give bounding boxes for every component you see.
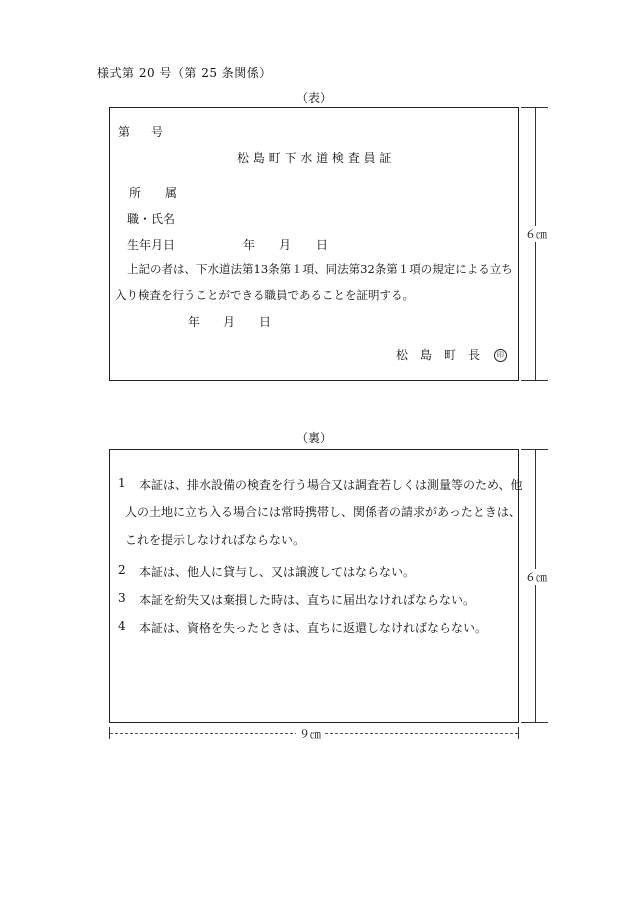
birth-year: 年: [243, 238, 256, 252]
statement-line-2: 入り検査を行うことができる職員であることを証明する。: [115, 288, 414, 302]
item-number: 2: [118, 563, 126, 577]
issue-day: 日: [259, 315, 272, 329]
front-side-label: （表）: [295, 91, 332, 105]
front-dim-line: [535, 107, 536, 381]
birth-month: 月: [279, 238, 292, 252]
item-number: 4: [118, 619, 126, 633]
item-number: 3: [118, 591, 126, 605]
item-line: これを提示しなければならない。: [125, 533, 306, 547]
item-line: 本証を紛失又は棄損した時は、直ちに届出なければならない。: [139, 593, 476, 607]
issuer: [396, 346, 507, 363]
item-number: 1: [118, 476, 126, 490]
issuer-name: 松 島 町 長: [396, 348, 481, 362]
width-dim-right-tick: [518, 727, 519, 739]
back-side-label: （裏）: [295, 431, 332, 445]
back-dim-line: [535, 449, 536, 723]
name-label: 職・氏名: [127, 212, 176, 226]
affiliation-label: 所 属: [129, 186, 178, 200]
front-height-label: ６㎝: [522, 226, 550, 242]
number-prefix: 第: [118, 125, 131, 139]
front-card: [109, 107, 519, 381]
seal-mark: 印: [494, 349, 507, 362]
width-label: ９㎝: [296, 726, 324, 742]
item-line: 本証は、資格を失ったときは、直ちに返還しなければならない。: [139, 621, 488, 635]
item-line: 人の土地に立ち入る場合には常時携帯し、関係者の請求があったときは、: [125, 505, 521, 519]
birth-label: 生年月日: [127, 238, 176, 252]
card-title: 松 島 町 下 水 道 検 査 員 証: [237, 151, 392, 165]
item-line: 本証は、排水設備の検査を行う場合又は調査若しくは測量等のため、他: [139, 478, 523, 492]
item-line: 本証は、他人に貸与し、又は譲渡してはならない。: [139, 565, 416, 579]
birth-day: 日: [316, 238, 329, 252]
issue-year: 年: [188, 315, 201, 329]
form-title: 様式第 20 号（第 25 条関係）: [97, 66, 272, 80]
back-height-label: ６㎝: [522, 569, 550, 585]
number-suffix: 号: [151, 125, 164, 139]
issue-month: 月: [223, 315, 236, 329]
statement-line-1: 上記の者は、下水道法第13条第１項、同法第32条第１項の規定による立ち: [127, 262, 513, 276]
back-card: [109, 449, 523, 723]
